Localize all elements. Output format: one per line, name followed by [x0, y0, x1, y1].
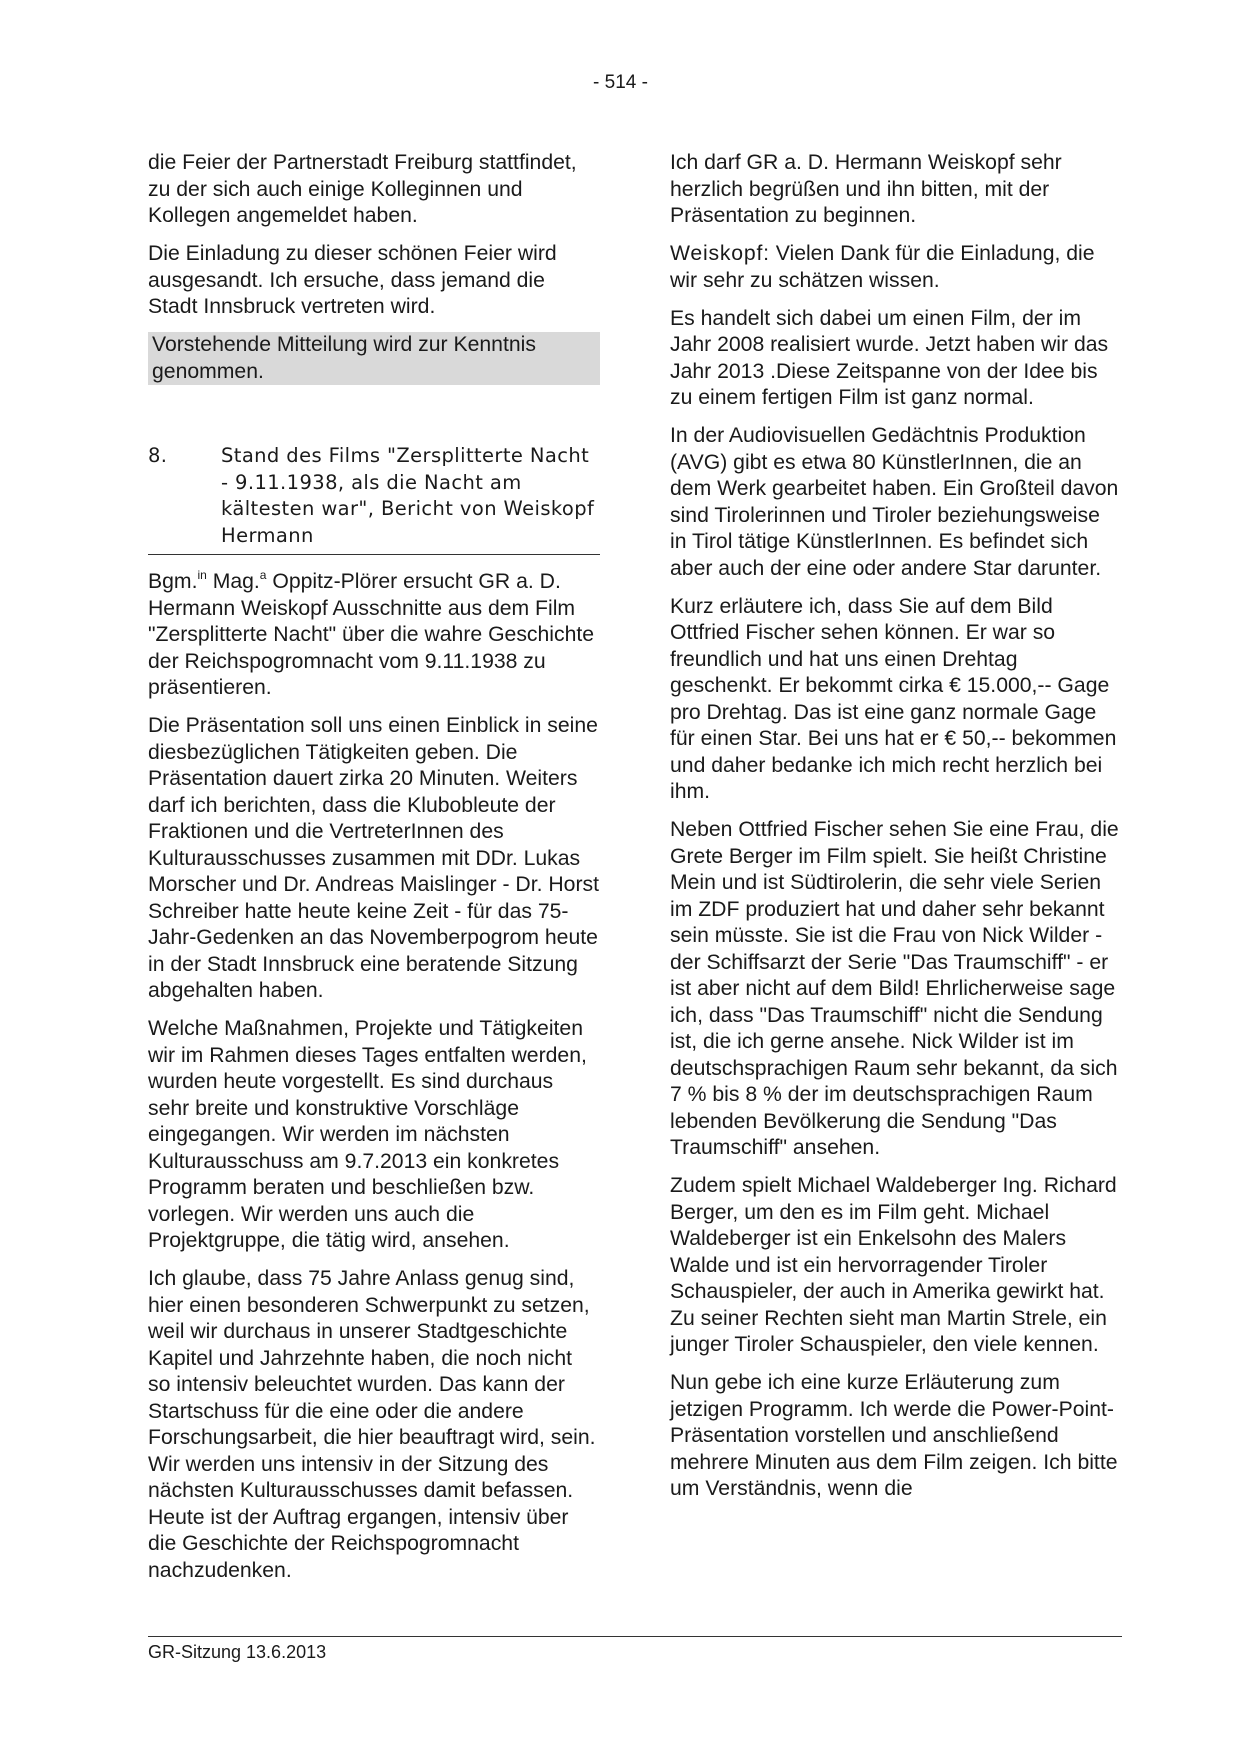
agenda-item-number: 8. — [148, 444, 168, 467]
title-superscript: a — [259, 568, 267, 582]
speaker-name: Weiskopf: — [670, 242, 770, 265]
paragraph: Ich darf GR a. D. Hermann Weiskopf sehr herzlich begrüßen und ihn bitten, mit der Präsentation zu beginnen. — [670, 151, 1062, 227]
paragraph: In der Audiovisuellen Gedächtnis Produktion (AVG) gibt es etwa 80 KünstlerInnen, die an dem Werk gearbeitet haben. Ein Großteil davon sind Tirolerinnen und Tiroler beziehungsweise in Tirol tätige KünstlerInnen. Es befindet sich aber auch der eine oder andere Star darunter. — [670, 424, 1119, 580]
title-superscript: in — [197, 568, 207, 582]
agenda-item-title: Stand des Films "Zersplitterte Nacht - 9.11.1938, als die Nacht am kältesten war", Bericht von Weiskopf Hermann — [221, 444, 595, 547]
footer-divider — [148, 1636, 1122, 1637]
notice-box: Vorstehende Mitteilung wird zur Kenntnis genommen. — [148, 332, 600, 385]
page-number: - 514 - — [593, 72, 648, 93]
title-mag: Mag. — [212, 570, 260, 593]
intro-text: Oppitz-Plörer ersucht GR a. D. Hermann Weiskopf Ausschnitte aus dem Film "Zersplitterte Nacht" über die wahre Geschichte der Reichspogromnacht vom 9.11.1938 zu präsentieren. — [148, 570, 595, 699]
agenda-item-heading — [148, 443, 600, 555]
paragraph: Welche Maßnahmen, Projekte und Tätigkeiten wir im Rahmen dieses Tages entfalten werden, wurden heute vorgestellt. Es sind durchaus sehr breite und konstruktive Vorschläge eingegangen. Wir werden im nächsten Kulturausschuss am 9.7.2013 ein konkretes Programm beraten und beschließen bzw. vorlegen. Wir werden uns auch die Projektgruppe, die tätig wird, ansehen. — [148, 1017, 587, 1252]
paragraph: Die Einladung zu dieser schönen Feier wird ausgesandt. Ich ersuche, dass jemand die Stadt Innsbruck vertreten wird. — [148, 242, 557, 318]
left-column — [148, 150, 600, 1596]
paragraph — [670, 241, 1122, 294]
paragraph: Ich glaube, dass 75 Jahre Anlass genug sind, hier einen besonderen Schwerpunkt zu setzen, weil wir durchaus in unserer Stadtgeschichte Kapitel und Jahrzehnte haben, die noch nicht so intensiv beleuchtet wurden. Das kann der Startschuss für die eine oder die andere Forschungsarbeit, die hier beauftragt wird, sein. Wir werden uns intensiv in der Sitzung des nächsten Kulturausschusses damit befassen. Heute ist der Auftrag ergangen, intensiv über die Geschichte der Reichspogromnacht nachzudenken. — [148, 1267, 596, 1582]
paragraph: Es handelt sich dabei um einen Film, der im Jahr 2008 realisiert wurde. Jetzt haben wir das Jahr 2013 .Diese Zeitspanne von der Idee bis zu einem fertigen Film ist ganz normal. — [670, 306, 1109, 409]
paragraph: Nun gebe ich eine kurze Erläuterung zum jetzigen Programm. Ich werde die Power-Point-Präsentation vorstellen und anschließend mehrere Minuten aus dem Film zeigen. Ich bitte um Verständnis, wenn die — [670, 1371, 1118, 1500]
footer-text: GR-Sitzung 13.6.2013 — [148, 1642, 327, 1662]
speech-text: Vielen Dank für die Einladung, die wir sehr zu schätzen wissen. — [670, 242, 1095, 292]
paragraph: Die Präsentation soll uns einen Einblick in seine diesbezüglichen Tätigkeiten geben. Die Präsentation dauert zirka 20 Minuten. Weiters darf ich berichten, dass die Klubobleute der Fraktionen und die VertreterInnen des Kulturausschusses zusammen mit DDr. Lukas Morscher und Dr. Andreas Maislinger - Dr. Horst Schreiber hatte heute keine Zeit - für das 75-Jahr-Gedenken an das Novemberpogrom heute in der Stadt Innsbruck eine beratende Sitzung abgehalten haben. — [148, 714, 599, 1002]
right-column — [670, 150, 1122, 1514]
paragraph: Zudem spielt Michael Waldeberger Ing. Richard Berger, um den es im Film geht. Michael Waldeberger ist ein Enkelsohn des Malers Walde und ist ein hervorragender Tiroler Schauspieler, der auch in Amerika gewirkt hat. Zu seiner Rechten sieht man Martin Strele, ein junger Tiroler Schauspieler, den viele kennen. — [670, 1174, 1117, 1356]
title-bgm: Bgm. — [148, 570, 198, 593]
intro-paragraph — [148, 569, 600, 702]
paragraph: Kurz erläutere ich, dass Sie auf dem Bild Ottfried Fischer sehen können. Er war so freundlich und hat uns einen Drehtag geschenkt. Er bekommt cirka € 15.000,-- Gage pro Drehtag. Das ist eine ganz normale Gage für einen Star. Bei uns hat er € 50,-- bekommen und daher bedanke ich mich recht herzlich bei ihm. — [670, 594, 1117, 803]
paragraph: die Feier der Partnerstadt Freiburg stattfindet, zu der sich auch einige Kolleginnen und Kollegen angemeldet haben. — [148, 151, 577, 227]
paragraph: Neben Ottfried Fischer sehen Sie eine Frau, die Grete Berger im Film spielt. Sie heißt Christine Mein und ist Südtirolerin, die sehr viele Serien im ZDF produziert hat und daher sehr bekannt sein müsste. Sie ist die Frau von Nick Wilder - der Schiffsarzt der Serie "Das Traumschiff" - er ist aber nicht auf dem Bild! Ehrlicherweise sage ich, dass "Das Traumschiff" nicht die Sendung ist, die ich gerne ansehe. Nick Wilder ist im deutschsprachigen Raum sehr bekannt, da sich 7 % bis 8 % der im deutschsprachigen Raum lebenden Bevölkerung die Sendung "Das Traumschiff" ansehen. — [670, 818, 1119, 1159]
